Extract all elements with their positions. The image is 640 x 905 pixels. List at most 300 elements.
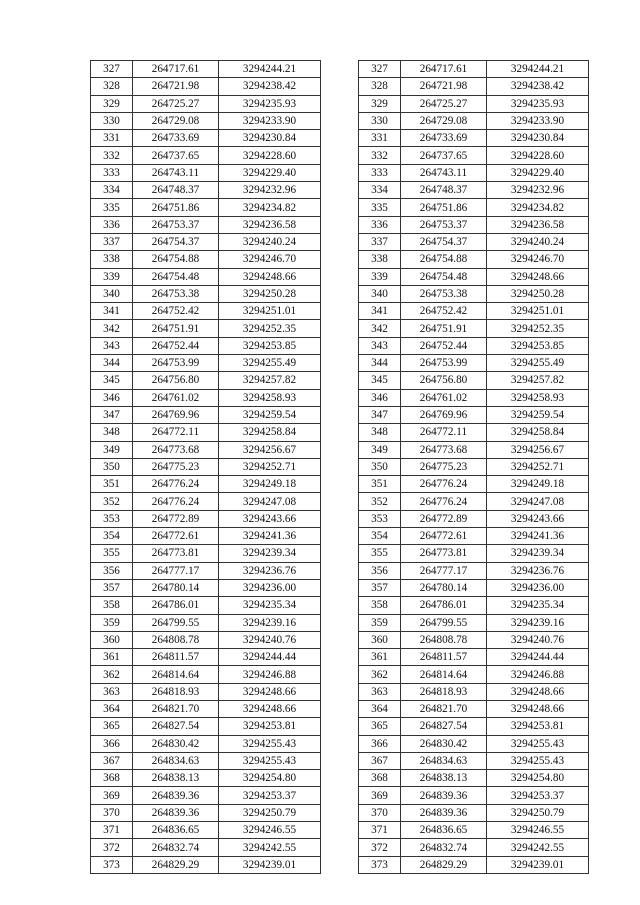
y-coordinate-cell: 3294242.55 (487, 839, 589, 856)
table-row (359, 130, 589, 147)
x-coordinate-cell: 264753.37 (401, 216, 487, 233)
table-row (91, 683, 321, 700)
point-number-cell: 354 (91, 528, 133, 545)
table-row (359, 355, 589, 372)
table-row (359, 631, 589, 648)
x-coordinate-cell: 264756.80 (133, 372, 219, 389)
table-row (91, 164, 321, 181)
table-row (91, 510, 321, 527)
y-coordinate-cell: 3294234.82 (487, 199, 589, 216)
x-coordinate-cell: 264769.96 (401, 406, 487, 423)
x-coordinate-cell: 264753.99 (133, 355, 219, 372)
x-coordinate-cell: 264838.13 (133, 770, 219, 787)
x-coordinate-cell: 264761.02 (133, 389, 219, 406)
y-coordinate-cell: 3294229.40 (219, 164, 321, 181)
y-coordinate-cell: 3294250.79 (219, 804, 321, 821)
table-row (91, 355, 321, 372)
y-coordinate-cell: 3294255.43 (487, 752, 589, 769)
point-number-cell: 328 (91, 78, 133, 95)
table-row (359, 268, 589, 285)
point-number-cell: 350 (91, 458, 133, 475)
x-coordinate-cell: 264821.70 (133, 700, 219, 717)
point-number-cell: 373 (91, 856, 133, 873)
table-row (359, 476, 589, 493)
x-coordinate-cell: 264808.78 (401, 631, 487, 648)
x-coordinate-cell: 264799.55 (401, 614, 487, 631)
x-coordinate-cell: 264811.57 (401, 649, 487, 666)
x-coordinate-cell: 264830.42 (133, 735, 219, 752)
point-number-cell: 363 (359, 683, 401, 700)
y-coordinate-cell: 3294255.49 (487, 355, 589, 372)
point-number-cell: 339 (91, 268, 133, 285)
y-coordinate-cell: 3294235.34 (487, 597, 589, 614)
x-coordinate-cell: 264786.01 (133, 597, 219, 614)
y-coordinate-cell: 3294236.00 (487, 579, 589, 596)
y-coordinate-cell: 3294228.60 (219, 147, 321, 164)
y-coordinate-cell: 3294240.76 (219, 631, 321, 648)
table-row (91, 130, 321, 147)
point-number-cell: 357 (91, 579, 133, 596)
x-coordinate-cell: 264725.27 (133, 95, 219, 112)
point-number-cell: 331 (91, 130, 133, 147)
point-number-cell: 355 (359, 545, 401, 562)
x-coordinate-cell: 264832.74 (401, 839, 487, 856)
y-coordinate-cell: 3294232.96 (487, 182, 589, 199)
point-number-cell: 360 (91, 631, 133, 648)
point-number-cell: 338 (359, 251, 401, 268)
table-row (91, 493, 321, 510)
y-coordinate-cell: 3294235.93 (219, 95, 321, 112)
point-number-cell: 342 (359, 320, 401, 337)
y-coordinate-cell: 3294248.66 (487, 268, 589, 285)
table-row (359, 199, 589, 216)
table-row (91, 476, 321, 493)
point-number-cell: 370 (359, 804, 401, 821)
x-coordinate-cell: 264751.91 (401, 320, 487, 337)
x-coordinate-cell: 264818.93 (133, 683, 219, 700)
table-row (359, 822, 589, 839)
y-coordinate-cell: 3294243.66 (487, 510, 589, 527)
x-coordinate-cell: 264838.13 (401, 770, 487, 787)
y-coordinate-cell: 3294239.01 (487, 856, 589, 873)
y-coordinate-cell: 3294251.01 (487, 303, 589, 320)
point-number-cell: 351 (359, 476, 401, 493)
point-number-cell: 363 (91, 683, 133, 700)
y-coordinate-cell: 3294248.66 (219, 268, 321, 285)
table-row (91, 337, 321, 354)
x-coordinate-cell: 264834.63 (401, 752, 487, 769)
table-row (359, 216, 589, 233)
x-coordinate-cell: 264717.61 (133, 61, 219, 78)
x-coordinate-cell: 264753.99 (401, 355, 487, 372)
x-coordinate-cell: 264761.02 (401, 389, 487, 406)
y-coordinate-cell: 3294247.08 (219, 493, 321, 510)
y-coordinate-cell: 3294239.16 (219, 614, 321, 631)
table-row (91, 562, 321, 579)
y-coordinate-cell: 3294252.35 (219, 320, 321, 337)
y-coordinate-cell: 3294249.18 (219, 476, 321, 493)
x-coordinate-cell: 264754.37 (401, 233, 487, 250)
table-row (91, 804, 321, 821)
point-number-cell: 372 (91, 839, 133, 856)
x-coordinate-cell: 264821.70 (401, 700, 487, 717)
y-coordinate-cell: 3294239.34 (219, 545, 321, 562)
point-number-cell: 365 (91, 718, 133, 735)
x-coordinate-cell: 264725.27 (401, 95, 487, 112)
point-number-cell: 345 (359, 372, 401, 389)
y-coordinate-cell: 3294244.44 (487, 649, 589, 666)
x-coordinate-cell: 264827.54 (133, 718, 219, 735)
table-row (91, 372, 321, 389)
table-row (91, 199, 321, 216)
point-number-cell: 332 (359, 147, 401, 164)
y-coordinate-cell: 3294234.82 (219, 199, 321, 216)
y-coordinate-cell: 3294258.84 (219, 424, 321, 441)
x-coordinate-cell: 264753.38 (133, 285, 219, 302)
point-number-cell: 337 (91, 233, 133, 250)
table-row (91, 839, 321, 856)
y-coordinate-cell: 3294241.36 (487, 528, 589, 545)
x-coordinate-cell: 264839.36 (133, 804, 219, 821)
table-row (359, 839, 589, 856)
y-coordinate-cell: 3294254.80 (487, 770, 589, 787)
point-number-cell: 352 (359, 493, 401, 510)
table-row (91, 61, 321, 78)
x-coordinate-cell: 264808.78 (133, 631, 219, 648)
point-number-cell: 342 (91, 320, 133, 337)
y-coordinate-cell: 3294251.01 (219, 303, 321, 320)
x-coordinate-cell: 264818.93 (401, 683, 487, 700)
x-coordinate-cell: 264756.80 (401, 372, 487, 389)
point-number-cell: 353 (91, 510, 133, 527)
x-coordinate-cell: 264839.36 (133, 787, 219, 804)
point-number-cell: 362 (359, 666, 401, 683)
table-row (91, 216, 321, 233)
point-number-cell: 336 (359, 216, 401, 233)
x-coordinate-cell: 264772.11 (401, 424, 487, 441)
point-number-cell: 359 (359, 614, 401, 631)
x-coordinate-cell: 264773.68 (133, 441, 219, 458)
table-row (91, 528, 321, 545)
y-coordinate-cell: 3294246.55 (219, 822, 321, 839)
point-number-cell: 361 (91, 649, 133, 666)
table-row (359, 372, 589, 389)
point-number-cell: 364 (359, 700, 401, 717)
table-row (91, 856, 321, 873)
y-coordinate-cell: 3294240.76 (487, 631, 589, 648)
y-coordinate-cell: 3294255.43 (219, 735, 321, 752)
x-coordinate-cell: 264780.14 (401, 579, 487, 596)
point-number-cell: 355 (91, 545, 133, 562)
x-coordinate-cell: 264743.11 (401, 164, 487, 181)
x-coordinate-cell: 264827.54 (401, 718, 487, 735)
table-row (359, 545, 589, 562)
point-number-cell: 372 (359, 839, 401, 856)
point-number-cell: 335 (359, 199, 401, 216)
x-coordinate-cell: 264753.37 (133, 216, 219, 233)
y-coordinate-cell: 3294239.16 (487, 614, 589, 631)
x-coordinate-cell: 264836.65 (401, 822, 487, 839)
table-row (359, 303, 589, 320)
point-number-cell: 327 (359, 61, 401, 78)
table-row (91, 787, 321, 804)
y-coordinate-cell: 3294244.21 (219, 61, 321, 78)
y-coordinate-cell: 3294240.24 (219, 233, 321, 250)
table-row (91, 285, 321, 302)
point-number-cell: 345 (91, 372, 133, 389)
point-number-cell: 368 (359, 770, 401, 787)
x-coordinate-cell: 264772.61 (401, 528, 487, 545)
x-coordinate-cell: 264836.65 (133, 822, 219, 839)
y-coordinate-cell: 3294247.08 (487, 493, 589, 510)
point-number-cell: 358 (359, 597, 401, 614)
x-coordinate-cell: 264772.89 (133, 510, 219, 527)
x-coordinate-cell: 264751.91 (133, 320, 219, 337)
x-coordinate-cell: 264737.65 (401, 147, 487, 164)
point-number-cell: 340 (359, 285, 401, 302)
y-coordinate-cell: 3294236.58 (219, 216, 321, 233)
y-coordinate-cell: 3294259.54 (487, 406, 589, 423)
table-row (359, 787, 589, 804)
x-coordinate-cell: 264754.88 (401, 251, 487, 268)
point-number-cell: 333 (359, 164, 401, 181)
y-coordinate-cell: 3294239.01 (219, 856, 321, 873)
x-coordinate-cell: 264786.01 (401, 597, 487, 614)
y-coordinate-cell: 3294253.37 (219, 787, 321, 804)
point-number-cell: 332 (91, 147, 133, 164)
y-coordinate-cell: 3294250.79 (487, 804, 589, 821)
x-coordinate-cell: 264748.37 (401, 182, 487, 199)
x-coordinate-cell: 264729.08 (133, 112, 219, 129)
x-coordinate-cell: 264814.64 (401, 666, 487, 683)
y-coordinate-cell: 3294257.82 (219, 372, 321, 389)
table-row (91, 406, 321, 423)
x-coordinate-cell: 264751.86 (401, 199, 487, 216)
point-number-cell: 369 (359, 787, 401, 804)
table-row (359, 804, 589, 821)
table-row (91, 666, 321, 683)
y-coordinate-cell: 3294253.85 (219, 337, 321, 354)
y-coordinate-cell: 3294230.84 (219, 130, 321, 147)
x-coordinate-cell: 264839.36 (401, 787, 487, 804)
point-number-cell: 347 (91, 406, 133, 423)
y-coordinate-cell: 3294255.49 (219, 355, 321, 372)
y-coordinate-cell: 3294236.00 (219, 579, 321, 596)
point-number-cell: 347 (359, 406, 401, 423)
point-number-cell: 349 (359, 441, 401, 458)
point-number-cell: 352 (91, 493, 133, 510)
y-coordinate-cell: 3294238.42 (487, 78, 589, 95)
x-coordinate-cell: 264834.63 (133, 752, 219, 769)
table-row (359, 562, 589, 579)
point-number-cell: 373 (359, 856, 401, 873)
x-coordinate-cell: 264811.57 (133, 649, 219, 666)
x-coordinate-cell: 264752.44 (401, 337, 487, 354)
point-number-cell: 334 (91, 182, 133, 199)
point-number-cell: 367 (359, 752, 401, 769)
y-coordinate-cell: 3294241.36 (219, 528, 321, 545)
point-number-cell: 354 (359, 528, 401, 545)
x-coordinate-cell: 264753.38 (401, 285, 487, 302)
y-coordinate-cell: 3294253.81 (487, 718, 589, 735)
point-number-cell: 371 (91, 822, 133, 839)
point-number-cell: 330 (91, 112, 133, 129)
y-coordinate-cell: 3294236.76 (219, 562, 321, 579)
table-row (359, 61, 589, 78)
point-number-cell: 368 (91, 770, 133, 787)
point-number-cell: 340 (91, 285, 133, 302)
table-row (359, 182, 589, 199)
table-row (359, 320, 589, 337)
table-row (359, 528, 589, 545)
x-coordinate-cell: 264775.23 (133, 458, 219, 475)
point-number-cell: 328 (359, 78, 401, 95)
y-coordinate-cell: 3294235.93 (487, 95, 589, 112)
x-coordinate-cell: 264832.74 (133, 839, 219, 856)
coordinate-table-right (358, 60, 589, 874)
point-number-cell: 344 (359, 355, 401, 372)
x-coordinate-cell: 264830.42 (401, 735, 487, 752)
y-coordinate-cell: 3294252.35 (487, 320, 589, 337)
x-coordinate-cell: 264733.69 (401, 130, 487, 147)
point-number-cell: 327 (91, 61, 133, 78)
y-coordinate-cell: 3294254.80 (219, 770, 321, 787)
table-row (91, 579, 321, 596)
point-number-cell: 358 (91, 597, 133, 614)
y-coordinate-cell: 3294232.96 (219, 182, 321, 199)
y-coordinate-cell: 3294256.67 (487, 441, 589, 458)
y-coordinate-cell: 3294248.66 (487, 683, 589, 700)
table-row (359, 164, 589, 181)
table-row (91, 441, 321, 458)
y-coordinate-cell: 3294252.71 (487, 458, 589, 475)
x-coordinate-cell: 264748.37 (133, 182, 219, 199)
y-coordinate-cell: 3294253.37 (487, 787, 589, 804)
x-coordinate-cell: 264829.29 (401, 856, 487, 873)
point-number-cell: 333 (91, 164, 133, 181)
x-coordinate-cell: 264772.61 (133, 528, 219, 545)
point-number-cell: 341 (91, 303, 133, 320)
table-row (359, 579, 589, 596)
table-row (359, 147, 589, 164)
x-coordinate-cell: 264773.81 (401, 545, 487, 562)
table-row (359, 233, 589, 250)
table-row (359, 251, 589, 268)
point-number-cell: 341 (359, 303, 401, 320)
x-coordinate-cell: 264733.69 (133, 130, 219, 147)
y-coordinate-cell: 3294246.88 (219, 666, 321, 683)
y-coordinate-cell: 3294246.70 (487, 251, 589, 268)
table-row (359, 597, 589, 614)
x-coordinate-cell: 264754.48 (401, 268, 487, 285)
table-row (91, 718, 321, 735)
table-row (359, 718, 589, 735)
table-row (359, 493, 589, 510)
y-coordinate-cell: 3294230.84 (487, 130, 589, 147)
point-number-cell: 351 (91, 476, 133, 493)
point-number-cell: 344 (91, 355, 133, 372)
table-row (91, 631, 321, 648)
y-coordinate-cell: 3294253.81 (219, 718, 321, 735)
table-row (91, 752, 321, 769)
x-coordinate-cell: 264775.23 (401, 458, 487, 475)
y-coordinate-cell: 3294236.76 (487, 562, 589, 579)
point-number-cell: 337 (359, 233, 401, 250)
x-coordinate-cell: 264754.88 (133, 251, 219, 268)
table-row (91, 251, 321, 268)
table-row (359, 666, 589, 683)
x-coordinate-cell: 264721.98 (401, 78, 487, 95)
y-coordinate-cell: 3294258.84 (487, 424, 589, 441)
point-number-cell: 349 (91, 441, 133, 458)
table-row (359, 770, 589, 787)
point-number-cell: 334 (359, 182, 401, 199)
coordinate-table-left (90, 60, 321, 874)
x-coordinate-cell: 264752.44 (133, 337, 219, 354)
point-number-cell: 359 (91, 614, 133, 631)
point-number-cell: 356 (91, 562, 133, 579)
point-number-cell: 366 (359, 735, 401, 752)
table-row (359, 285, 589, 302)
table-row (91, 182, 321, 199)
table-row (91, 597, 321, 614)
y-coordinate-cell: 3294239.34 (487, 545, 589, 562)
point-number-cell: 367 (91, 752, 133, 769)
point-number-cell: 350 (359, 458, 401, 475)
table-row (359, 112, 589, 129)
point-number-cell: 331 (359, 130, 401, 147)
table-row (91, 112, 321, 129)
y-coordinate-cell: 3294258.93 (487, 389, 589, 406)
table-row (359, 683, 589, 700)
table-row (91, 424, 321, 441)
x-coordinate-cell: 264776.24 (401, 493, 487, 510)
y-coordinate-cell: 3294253.85 (487, 337, 589, 354)
y-coordinate-cell: 3294244.44 (219, 649, 321, 666)
y-coordinate-cell: 3294249.18 (487, 476, 589, 493)
x-coordinate-cell: 264754.37 (133, 233, 219, 250)
x-coordinate-cell: 264780.14 (133, 579, 219, 596)
x-coordinate-cell: 264772.11 (133, 424, 219, 441)
point-number-cell: 348 (91, 424, 133, 441)
y-coordinate-cell: 3294228.60 (487, 147, 589, 164)
y-coordinate-cell: 3294243.66 (219, 510, 321, 527)
y-coordinate-cell: 3294252.71 (219, 458, 321, 475)
table-row (91, 233, 321, 250)
x-coordinate-cell: 264769.96 (133, 406, 219, 423)
x-coordinate-cell: 264754.48 (133, 268, 219, 285)
point-number-cell: 329 (359, 95, 401, 112)
x-coordinate-cell: 264752.42 (133, 303, 219, 320)
x-coordinate-cell: 264773.68 (401, 441, 487, 458)
y-coordinate-cell: 3294258.93 (219, 389, 321, 406)
point-number-cell: 364 (91, 700, 133, 717)
x-coordinate-cell: 264829.29 (133, 856, 219, 873)
point-number-cell: 370 (91, 804, 133, 821)
x-coordinate-cell: 264772.89 (401, 510, 487, 527)
x-coordinate-cell: 264776.24 (401, 476, 487, 493)
point-number-cell: 348 (359, 424, 401, 441)
x-coordinate-cell: 264777.17 (133, 562, 219, 579)
point-number-cell: 336 (91, 216, 133, 233)
point-number-cell: 353 (359, 510, 401, 527)
table-row (359, 95, 589, 112)
y-coordinate-cell: 3294255.43 (219, 752, 321, 769)
point-number-cell: 369 (91, 787, 133, 804)
table-row (91, 320, 321, 337)
table-row (359, 510, 589, 527)
x-coordinate-cell: 264814.64 (133, 666, 219, 683)
